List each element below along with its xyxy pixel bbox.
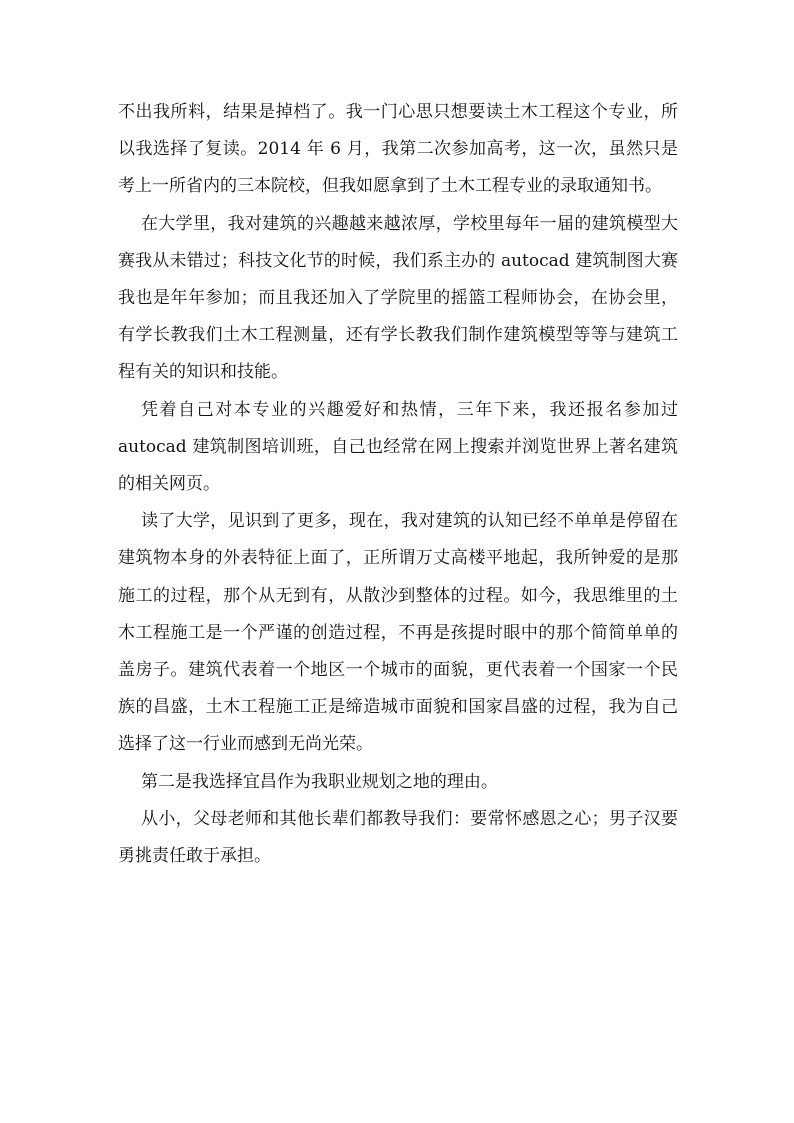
paragraph-2: 在大学里，我对建筑的兴趣越来越浓厚，学校里每年一届的建筑模型大赛我从未错过；科技文化节的时候，我们系主办的 autocad 建筑制图大赛我也是年年参加；而且我还加入了学院里的摇篮工程师协会，在协会里，有学长教我们土木工程测量，还有学长教我们制作建筑模型等等与建筑工程有关的知识和技能。 bbox=[118, 213, 678, 383]
paragraph-6: 从小，父母老师和其他长辈们都教导我们：要常怀感恩之心；男子汉要勇挑责任敢于承担。 bbox=[118, 808, 678, 867]
paragraph-4: 读了大学，见识到了更多，现在，我对建筑的认知已经不单单是停留在建筑物本身的外表特征上面了，正所谓万丈高楼平地起，我所钟爱的是那施工的过程，那个从无到有，从散沙到整体的过程。如今，我思维里的土木工程施工是一个严谨的创造过程，不再是孩提时眼中的那个简简单单的盖房子。建筑代表着一个地区一个城市的面貌，更代表着一个国家一个民族的昌盛，土木工程施工正是缔造城市面貌和国家昌盛的过程，我为自己选择了这一行业而感到无尚光荣。 bbox=[118, 511, 678, 755]
paragraph-5: 第二是我选择宜昌作为我职业规划之地的理由。 bbox=[140, 771, 498, 792]
document-body bbox=[118, 94, 678, 875]
paragraph-3: 凭着自己对本专业的兴趣爱好和热情，三年下来，我还报名参加过 autocad 建筑制图培训班，自己也经常在网上搜索并浏览世界上著名建筑的相关网页。 bbox=[118, 399, 678, 495]
paragraph-1: 不出我所料，结果是掉档了。我一门心思只想要读土木工程这个专业，所以我选择了复读。2014 年 6 月，我第二次参加高考，这一次，虽然只是考上一所省内的三本院校，但我如愿拿到了土木工程专业的录取通知书。 bbox=[118, 102, 678, 197]
